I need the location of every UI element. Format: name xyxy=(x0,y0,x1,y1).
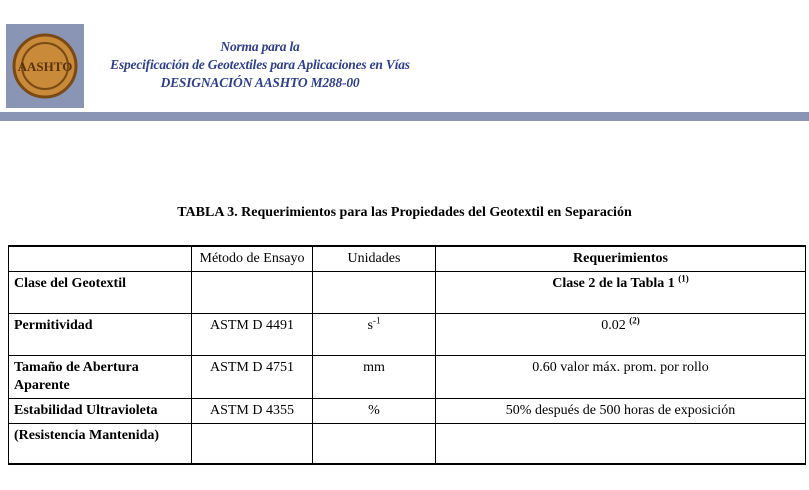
svg-text:AASHTO: AASHTO xyxy=(17,59,73,74)
table-row xyxy=(9,424,806,464)
cell-method xyxy=(192,424,313,464)
cell-method: ASTM D 4355 xyxy=(192,399,313,424)
aashto-logo xyxy=(6,24,84,108)
header-cell-property xyxy=(9,246,192,272)
table-row xyxy=(9,356,806,399)
cell-property: (Resistencia Mantenida) xyxy=(9,424,192,464)
cell-requirement: 0.02 $^{(2)}$ xyxy=(436,314,806,356)
cell-method xyxy=(192,272,313,314)
requirements-table xyxy=(8,245,806,465)
table-caption: TABLA 3. Requerimientos para las Propiedades del Geotextil en Separación xyxy=(177,205,632,220)
header-divider xyxy=(0,112,809,121)
cell-units xyxy=(313,424,436,464)
header-line-1: Norma para la xyxy=(220,39,300,54)
cell-units: $s^{-1}$ xyxy=(313,314,436,356)
header-line-2: Especificación de Geotextiles para Aplicaciones en Vías xyxy=(110,57,410,72)
document-header xyxy=(90,38,430,92)
header-line-3: DESIGNACIÓN AASHTO M288-00 xyxy=(160,75,360,90)
footnote-ref: (2) xyxy=(629,315,640,326)
cell-units: mm xyxy=(313,356,436,399)
cell-property: Clase del Geotextil xyxy=(9,272,192,314)
cell-method: ASTM D 4751 xyxy=(192,356,313,399)
table-row xyxy=(9,314,806,356)
header-cell-requirements: Requerimientos xyxy=(436,246,806,272)
cell-property: Tamaño de Abertura Aparente xyxy=(9,356,192,399)
cell-property: Estabilidad Ultravioleta xyxy=(9,399,192,424)
cell-requirement: 0.60 valor máx. prom. por rollo xyxy=(436,356,806,399)
cell-method: ASTM D 4491 xyxy=(192,314,313,356)
cell-requirement xyxy=(436,424,806,464)
cell-requirement: 50% después de 500 horas de exposición xyxy=(436,399,806,424)
table-row xyxy=(9,272,806,314)
header-cell-units: Unidades xyxy=(313,246,436,272)
table-row xyxy=(9,399,806,424)
cell-units xyxy=(313,272,436,314)
header-cell-method: Método de Ensayo xyxy=(192,246,313,272)
footnote-ref: (1) xyxy=(678,273,689,284)
cell-requirement: Clase 2 de la Tabla 1 $^{(1)}$ xyxy=(436,272,806,314)
table-header-row xyxy=(9,246,806,272)
cell-property: Permitividad xyxy=(9,314,192,356)
cell-units: % xyxy=(313,399,436,424)
